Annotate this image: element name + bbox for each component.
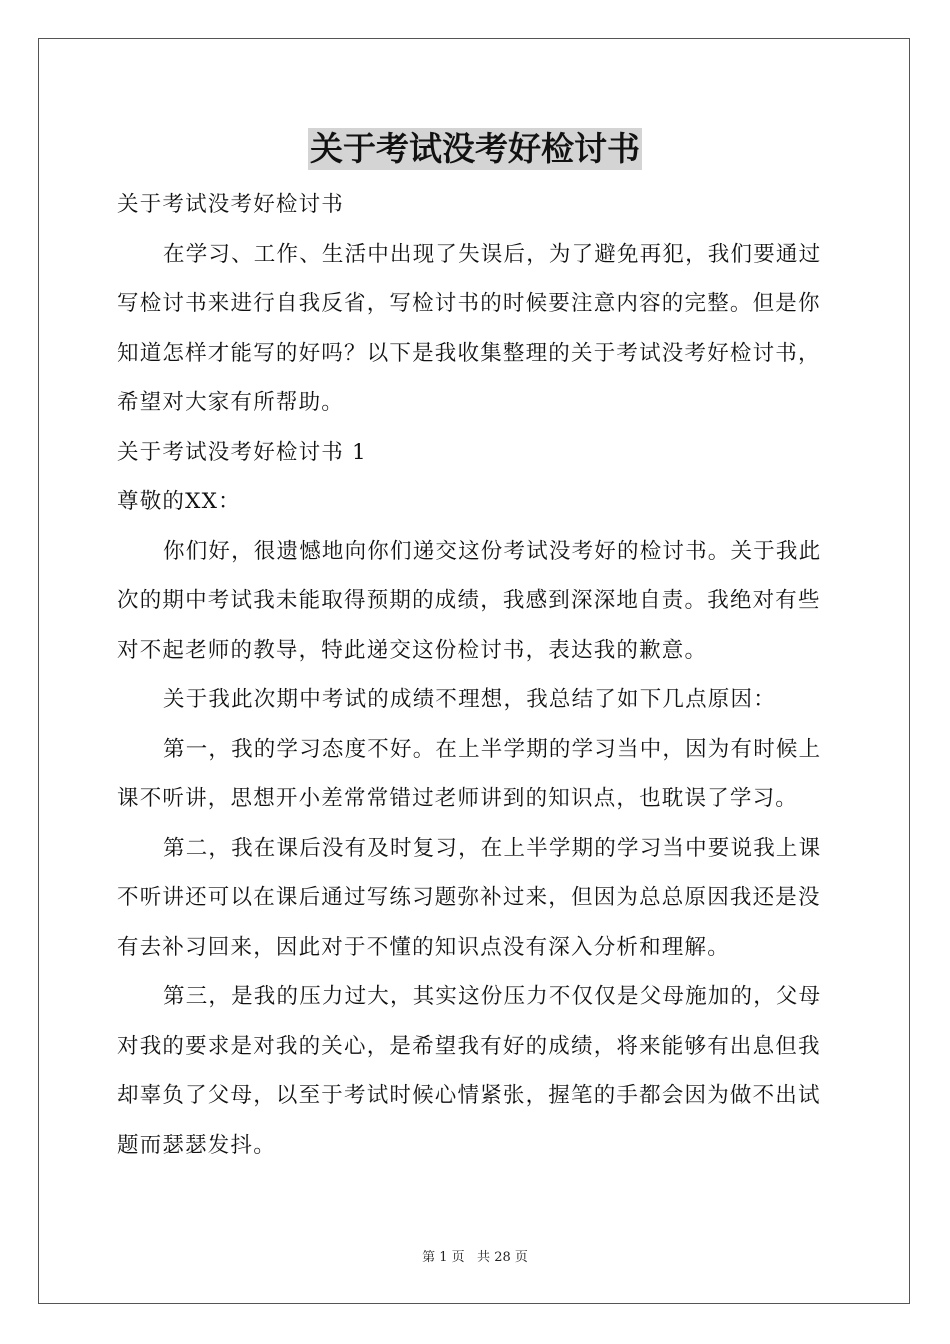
paragraph: 第三，是我的压力过大，其实这份压力不仅仅是父母施加的，父母对我的要求是对我的关心，是希望我有好的成绩，将来能够有出息但我却辜负了父母，以至于考试时候心情紧张，握笔的手都会因为做不出试题而瑟瑟发抖。	[117, 984, 822, 1158]
document-body	[117, 180, 835, 1170]
salutation: 尊敬的XX：	[117, 489, 241, 514]
document-title: 关于考试没考好检讨书	[310, 129, 640, 168]
section-heading: 关于考试没考好检讨书 1	[117, 439, 367, 465]
paragraph: 在学习、工作、生活中出现了失误后，为了避免再犯，我们要通过写检讨书来进行自我反省，写检讨书的时候要注意内容的完整。但是你知道怎样才能写的好吗？以下是我收集整理的关于考试没考好检讨书，希望对大家有所帮助。	[117, 241, 822, 415]
paragraph: 关于考试没考好检讨书	[117, 192, 345, 217]
paragraph: 第一，我的学习态度不好。在上半学期的学习当中，因为有时候上课不听讲，思想开小差常常错过老师讲到的知识点，也耽误了学习。	[117, 736, 822, 811]
page-footer: 第 1 页 共 28 页	[422, 1250, 528, 1265]
paragraph: 第二，我在课后没有及时复习，在上半学期的学习当中要说我上课不听讲还可以在课后通过写练习题弥补过来，但因为总总原因我还是没有去补习回来，因此对于不懂的知识点没有深入分析和理解。	[117, 835, 822, 960]
paragraph: 关于我此次期中考试的成绩不理想，我总结了如下几点原因：	[163, 687, 776, 712]
title-container	[0, 128, 950, 170]
paragraph: 你们好，很遗憾地向你们递交这份考试没考好的检讨书。关于我此次的期中考试我未能取得预期的成绩，我感到深深地自责。我绝对有些对不起老师的教导，特此递交这份检讨书，表达我的歉意。	[117, 538, 822, 663]
